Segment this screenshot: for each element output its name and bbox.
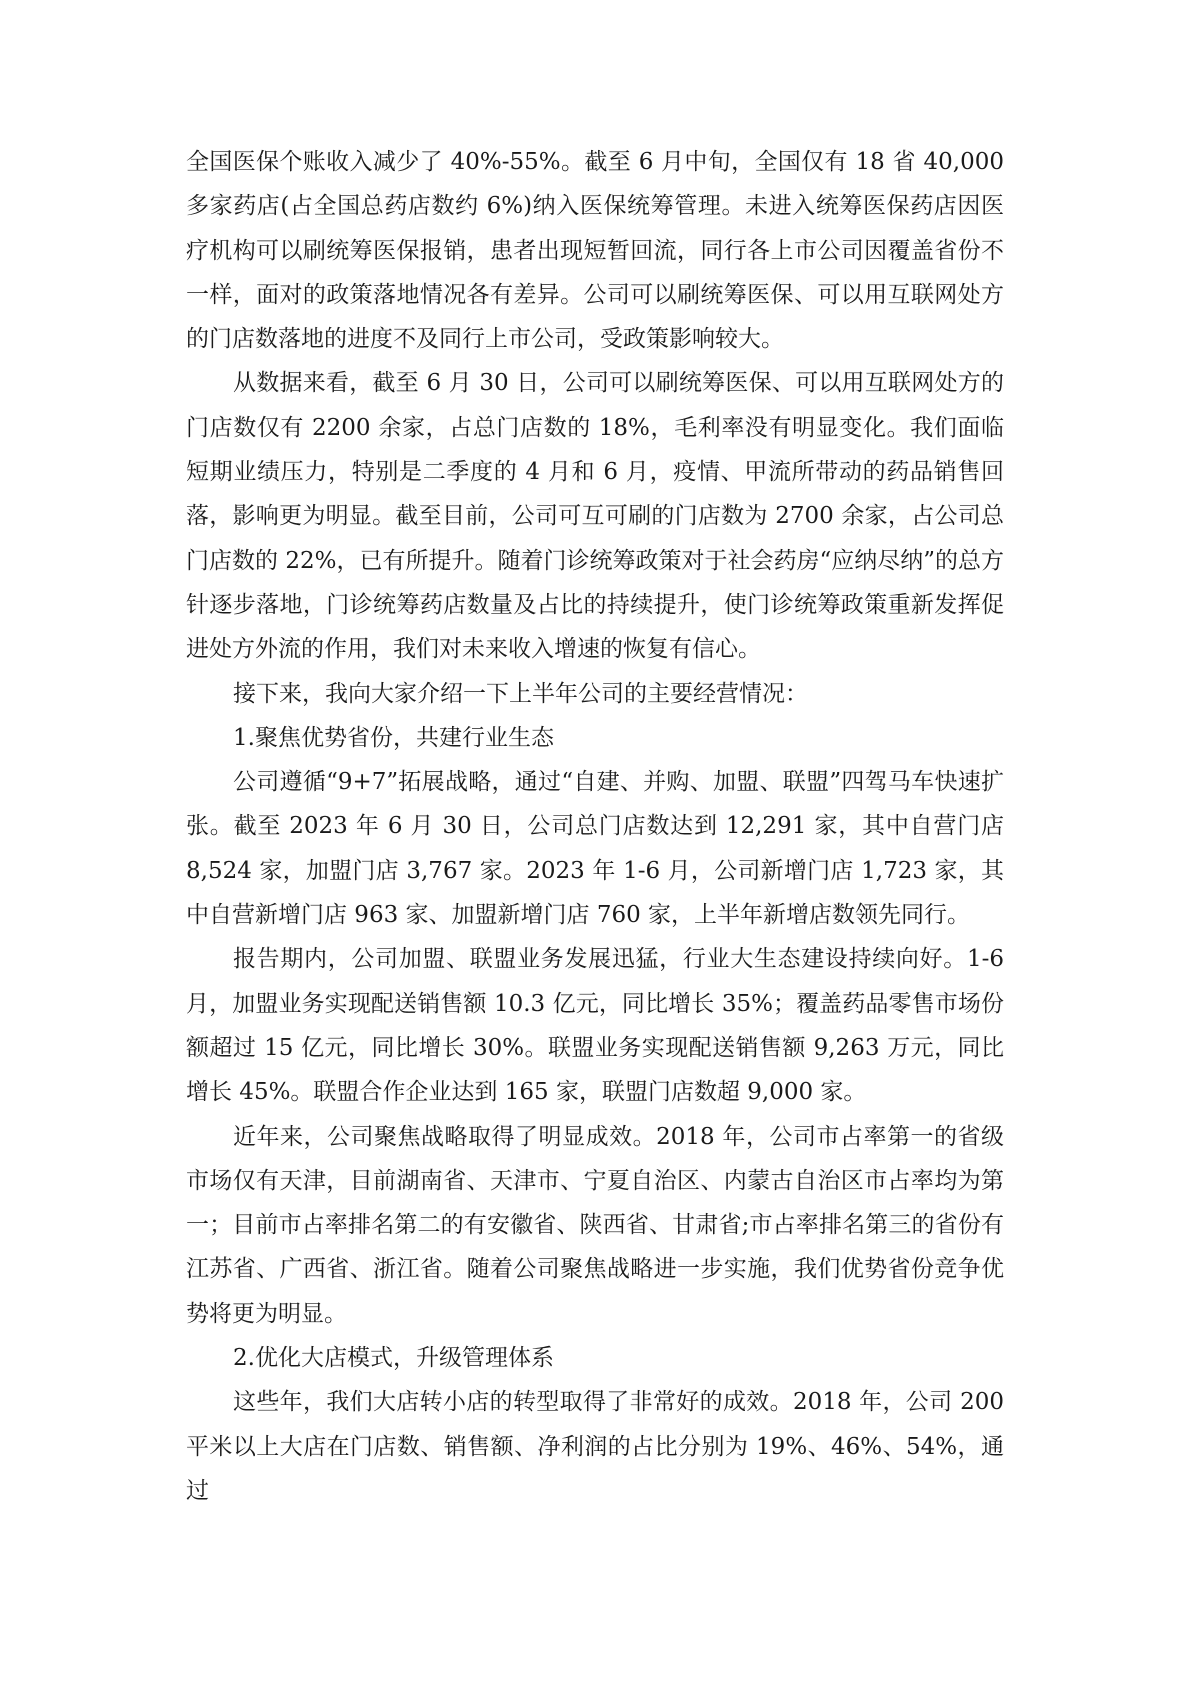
paragraph-continuation: 全国医保个账收入减少了 40%-55%。截至 6 月中旬，全国仅有 18 省 40,000 多家药店(占全国总药店数约 6%)纳入医保统筹管理。未进入统筹医保药店因医疗机构可以刷统筹医保报销，患者出现短暂回流，同行各上市公司因覆盖省份不一样，面对的政策落地情况各有差异。公司可以刷统筹医保、可以用互联网处方的门店数落地的进度不及同行上市公司，受政策影响较大。 — [186, 149, 1004, 353]
document-body — [186, 140, 1004, 1513]
section-heading-2: 2.优化大店模式，升级管理体系 — [233, 1345, 554, 1372]
paragraph-market-share: 近年来，公司聚焦战略取得了明显成效。2018 年，公司市占率第一的省级市场仅有天津，目前湖南省、天津市、宁夏自治区、内蒙古自治区市占率均为第一；目前市占率排名第二的有安徽省、陕西省、甘肃省;市占率排名第三的省份有江苏省、广西省、浙江省。随着公司聚焦战略进一步实施，我们优势省份竞争优势将更为明显。 — [186, 1123, 1004, 1327]
paragraph-expansion: 公司遵循“9+7”拓展战略，通过“自建、并购、加盟、联盟”四驾马车快速扩张。截至 2023 年 6 月 30 日，公司总门店数达到 12,291 家，其中自营门店 8,524 家，加盟门店 3,767 家。2023 年 1-6 月，公司新增门店 1,723 家，其中自营新增门店 963 家、加盟新增门店 760 家，上半年新增店数领先同行。 — [186, 769, 1004, 929]
section-heading-1: 1.聚焦优势省份，共建行业生态 — [233, 724, 554, 751]
paragraph-large-stores: 这些年，我们大店转小店的转型取得了非常好的成效。2018 年，公司 200 平米以上大店在门店数、销售额、净利润的占比分别为 19%、46%、54%，通过 — [186, 1389, 1004, 1504]
paragraph-intro: 接下来，我向大家介绍一下上半年公司的主要经营情况： — [233, 680, 808, 707]
paragraph-data-overview: 从数据来看，截至 6 月 30 日，公司可以刷统筹医保、可以用互联网处方的门店数仅有 2200 余家，占总门店数的 18%，毛利率没有明显变化。我们面临短期业绩压力，特别是二季度的 4 月和 6 月，疫情、甲流所带动的药品销售回落，影响更为明显。截至目前，公司可互可刷的门店数为 2700 余家，占公司总门店数的 22%，已有所提升。随着门诊统筹政策对于社会药房“应纳尽纳”的总方针逐步落地，门诊统筹药店数量及占比的持续提升，使门诊统筹政策重新发挥促进处方外流的作用，我们对未来收入增速的恢复有信心。 — [186, 370, 1004, 663]
paragraph-franchise: 报告期内，公司加盟、联盟业务发展迅猛，行业大生态建设持续向好。1-6 月，加盟业务实现配送销售额 10.3 亿元，同比增长 35%；覆盖药品零售市场份额超过 15 亿元，同比增长 30%。联盟业务实现配送销售额 9,263 万元，同比增长 45%。联盟合作企业达到 165 家，联盟门店数超 9,000 家。 — [186, 946, 1004, 1106]
